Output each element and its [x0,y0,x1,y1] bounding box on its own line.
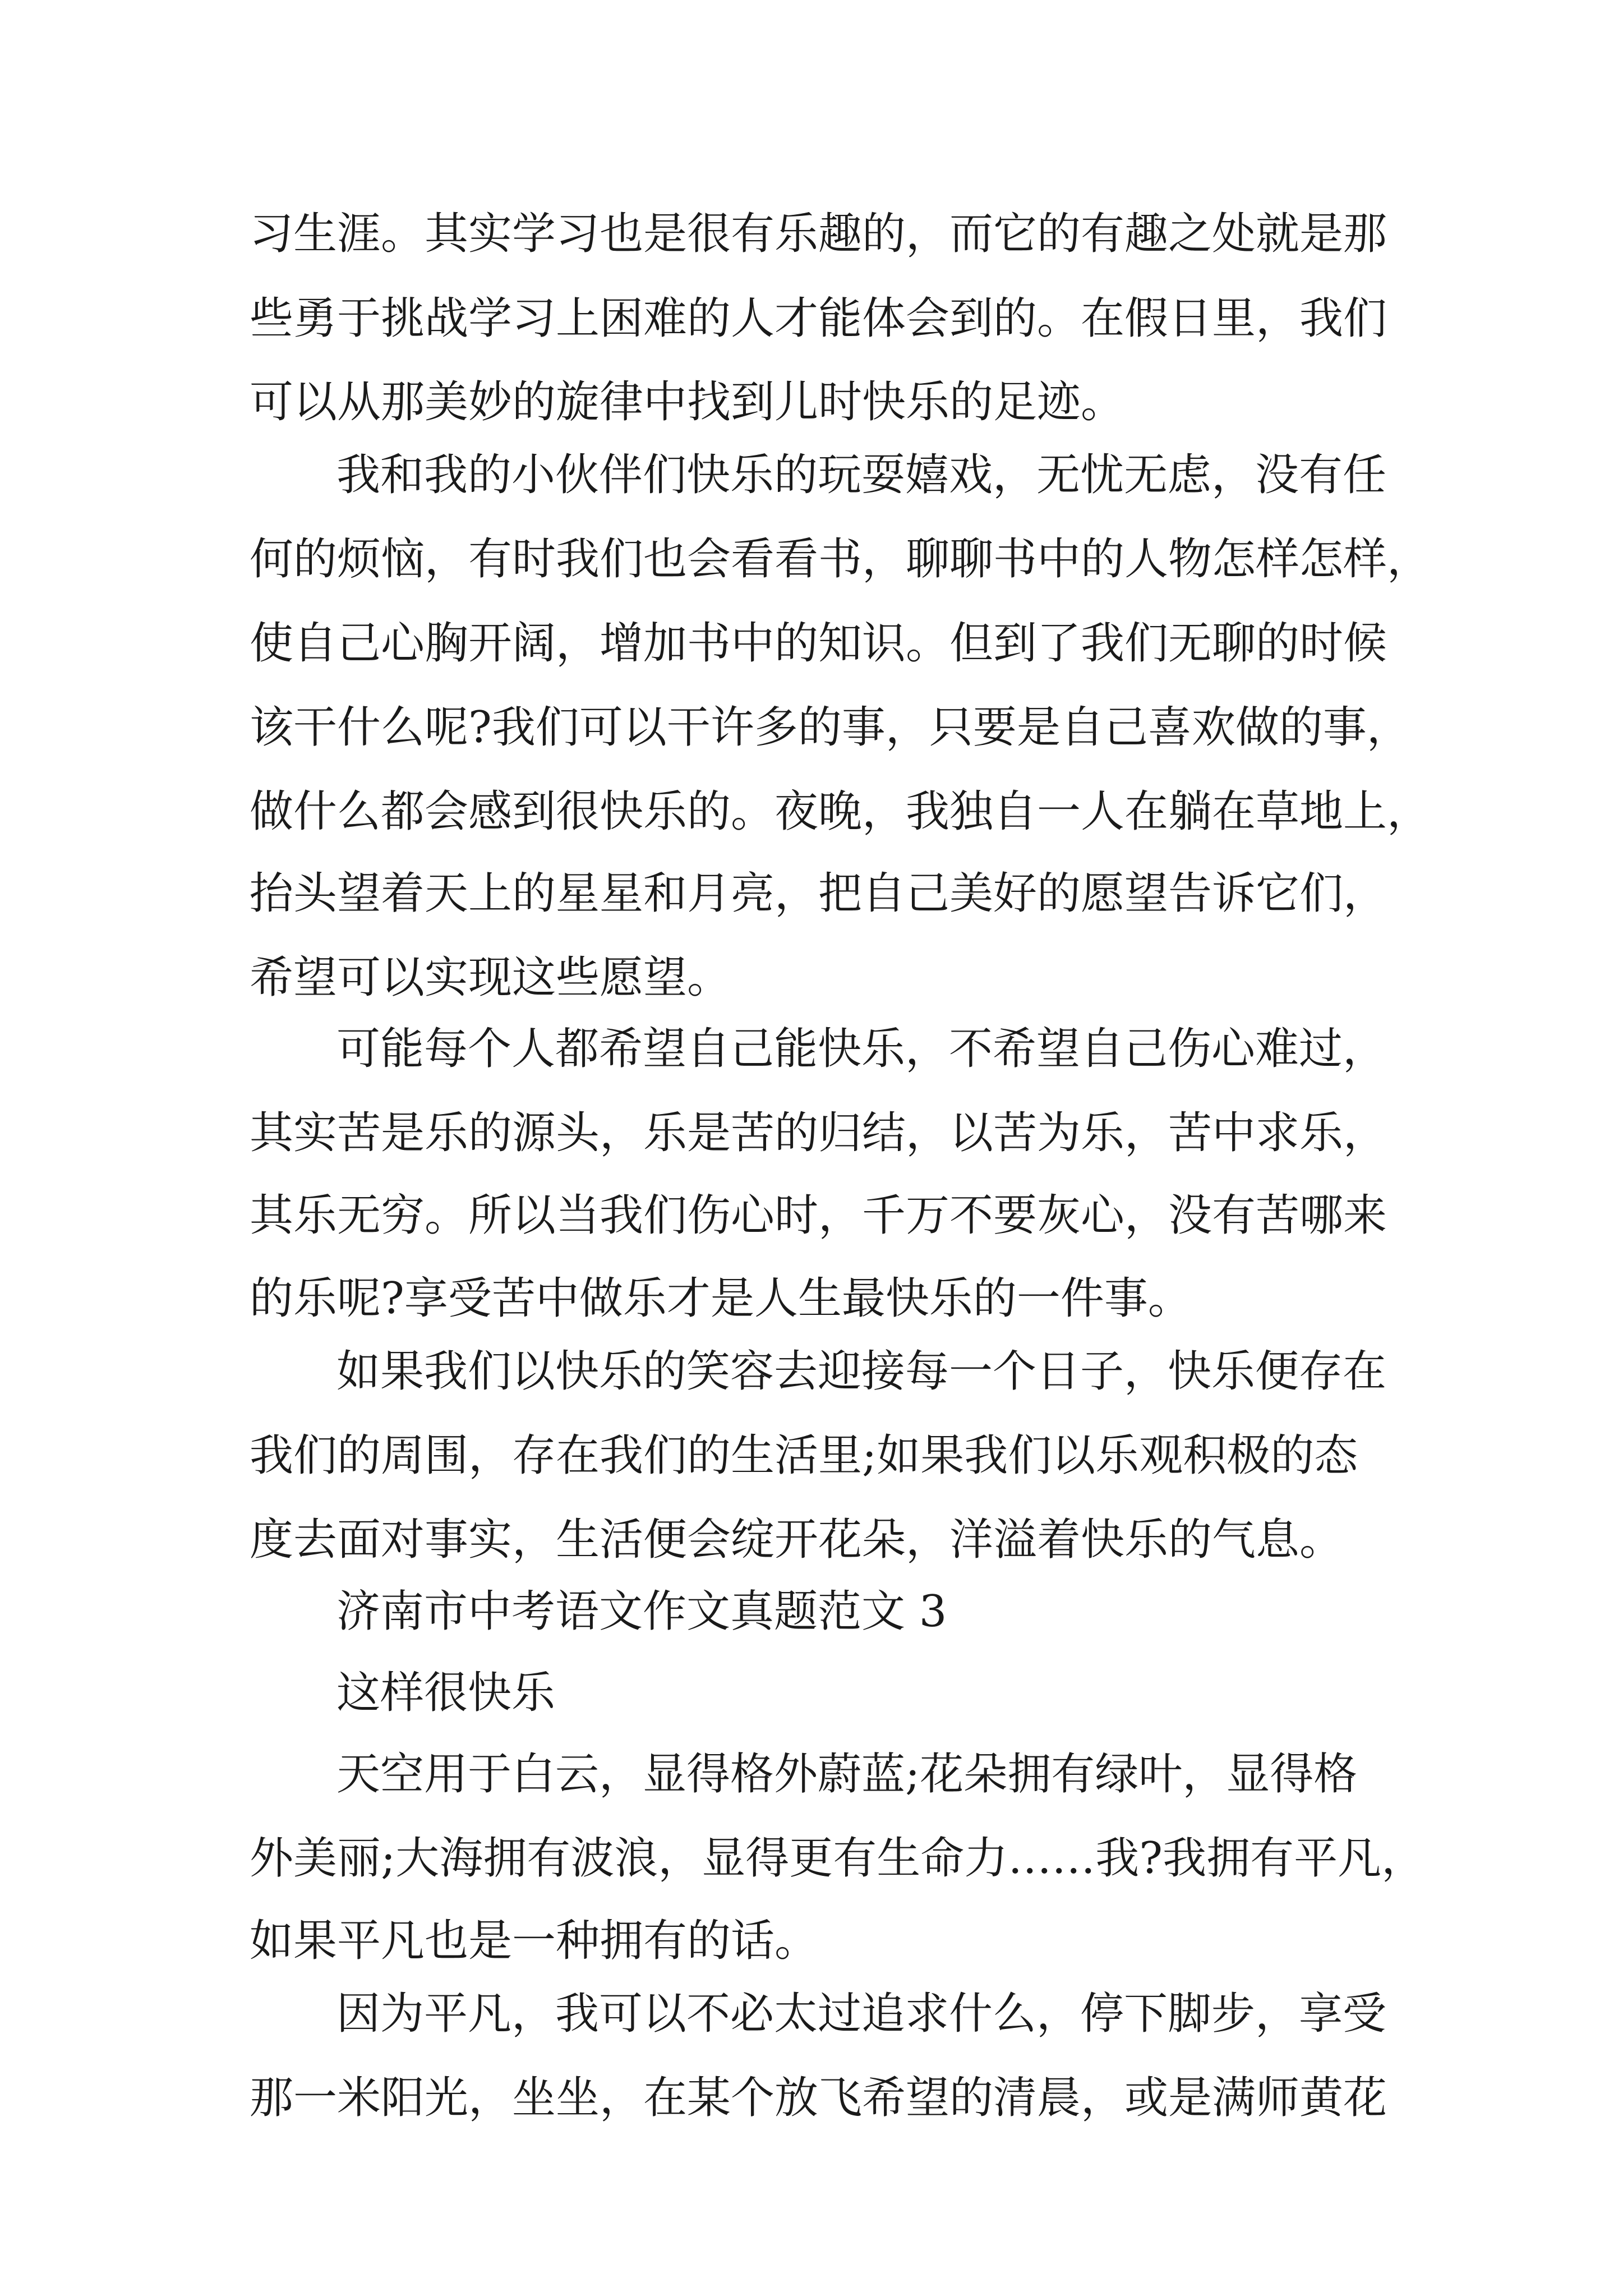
text-line: 希望可以实现这些愿望。 [250,953,731,1003]
text-line: 些勇于挑战学习上困难的人才能体会到的。在假日里，我们 [250,293,1387,344]
paragraph-first-line: 天空用于白云，显得格外蔚蓝;花朵拥有绿叶，显得格 [336,1749,1358,1800]
paragraph-first-line: 可能每个人都希望自己能快乐，不希望自己伤心难过， [336,1024,1387,1074]
section-heading: 济南市中考语文作文真题范文 3 [336,1586,947,1637]
text-line: 外美丽;大海拥有波浪，显得更有生命力……我?我拥有平凡， [250,1833,1426,1884]
text-line: 抬头望着天上的星星和月亮，把自己美好的愿望告诉它们， [250,868,1387,919]
text-line: 那一米阳光，坐坐，在某个放飞希望的清晨，或是满师黄花 [250,2073,1387,2123]
text-line: 习生涯。其实学习也是很有乐趣的，而它的有趣之处就是那 [250,209,1387,259]
text-line: 可以从那美妙的旋律中找到儿时快乐的足迹。 [250,377,1125,427]
paragraph-first-line: 我和我的小伙伴们快乐的玩耍嬉戏，无忧无虑，没有任 [336,450,1387,500]
text-line: 其乐无穷。所以当我们伤心时，千万不要灰心，没有苦哪来 [250,1190,1387,1241]
text-line: 其实苦是乐的源头，乐是苦的归结，以苦为乐，苦中求乐， [250,1108,1387,1158]
paragraph-first-line: 如果我们以快乐的笑容去迎接每一个日子，快乐便存在 [336,1346,1387,1397]
text-line: 使自己心胸开阔，增加书中的知识。但到了我们无聊的时候 [250,618,1387,669]
text-line: 的乐呢?享受苦中做乐才是人生最快乐的一件事。 [250,1273,1192,1324]
text-line: 度去面对事实，生活便会绽开花朵，洋溢着快乐的气息。 [250,1515,1344,1565]
paragraph-first-line: 因为平凡，我可以不必太过追求什么，停下脚步，享受 [336,1989,1387,2039]
text-line: 如果平凡也是一种拥有的话。 [250,1916,819,1966]
text-line: 做什么都会感到很快乐的。夜晚，我独自一人在躺在草地上， [250,786,1431,837]
text-line: 该干什么呢?我们可以干许多的事，只要是自己喜欢做的事， [250,702,1410,753]
text-line: 何的烦恼，有时我们也会看看书，聊聊书中的人物怎样怎样， [250,534,1431,585]
text-line: 我们的周围，存在我们的生活里;如果我们以乐观积极的态 [250,1430,1358,1481]
essay-title: 这样很快乐 [336,1668,556,1718]
